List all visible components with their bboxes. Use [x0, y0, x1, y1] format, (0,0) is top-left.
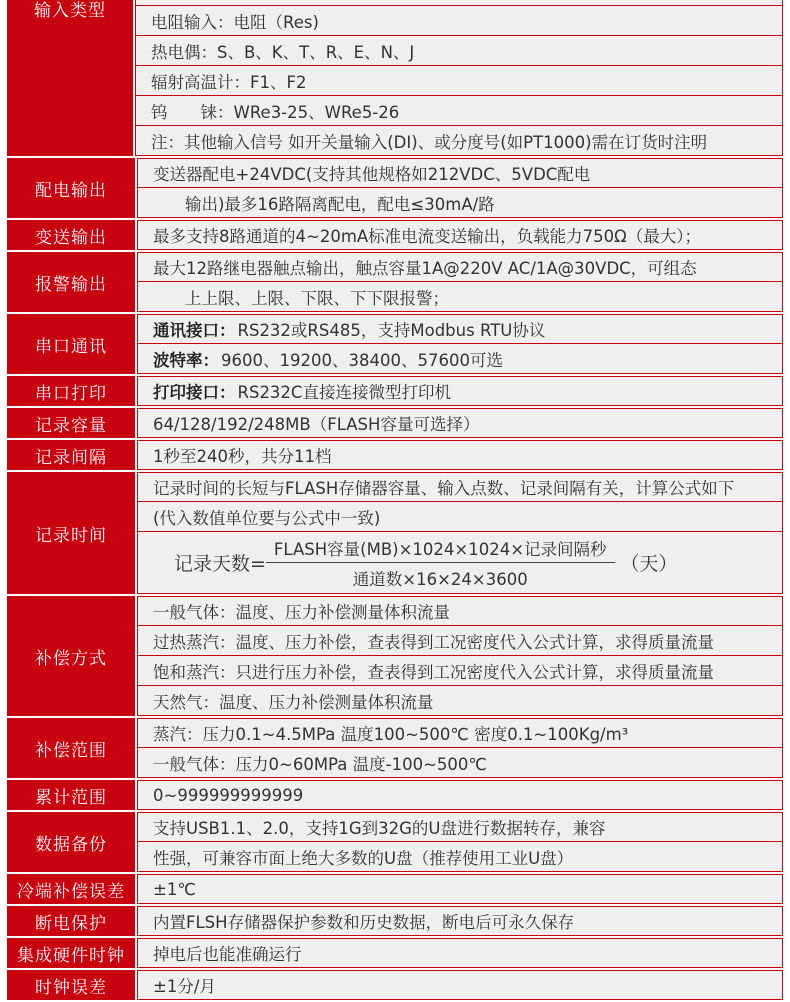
spec-group — [7, 780, 783, 812]
spec-rows — [137, 314, 783, 374]
spec-row — [137, 376, 783, 406]
spec-row — [135, 66, 783, 96]
spec-group — [7, 718, 783, 780]
spec-group — [7, 812, 783, 874]
spec-row — [135, 126, 783, 156]
spec-row-text: 64/128/192/248MB（FLASH容量可选择） — [153, 415, 480, 434]
spec-label: 记录容量 — [7, 408, 137, 438]
spec-row-text: 掉电后也能准确运行 — [153, 945, 302, 964]
spec-row — [135, 6, 783, 36]
spec-row-key: 通讯接口： — [153, 321, 236, 340]
spec-label: 补偿范围 — [7, 718, 137, 778]
spec-row — [137, 812, 783, 842]
spec-row-text: 内置FLSH存储器保护参数和历史数据，断电后可永久保存 — [153, 913, 575, 932]
spec-row — [137, 158, 783, 188]
spec-label: 时钟误差 — [7, 970, 137, 1000]
spec-label: 冷端补偿误差 — [7, 874, 137, 904]
spec-row — [137, 906, 783, 936]
spec-rows — [135, 0, 783, 156]
spec-rows — [137, 874, 783, 904]
spec-row — [137, 252, 783, 282]
spec-label: 集成硬件时钟 — [7, 938, 137, 968]
spec-label: 报警输出 — [7, 252, 137, 312]
spec-rows — [137, 408, 783, 438]
spec-row-text: 最大12路继电器触点输出，触点容量1A@220V AC/1A@30VDC，可组态 — [153, 259, 697, 278]
spec-row-text: 钨 铼：WRe3-25、WRe5-26 — [151, 102, 400, 122]
spec-rows — [137, 970, 783, 1000]
spec-rows — [137, 780, 783, 810]
spec-row — [137, 282, 783, 312]
spec-rows — [137, 220, 783, 250]
spec-label: 补偿方式 — [7, 596, 137, 716]
spec-row-text: 性强，可兼容市面上绝大多数的U盘（推荐使用工业U盘） — [153, 848, 574, 868]
spec-row — [137, 780, 783, 810]
spec-row-text: RS232或RS485，支持Modbus RTU协议 — [237, 321, 546, 340]
formula-denominator: 通道数×16×24×3600 — [352, 569, 528, 589]
spec-rows — [137, 472, 783, 594]
spec-row — [137, 344, 783, 374]
spec-rows — [137, 938, 783, 968]
spec-label: 串口通讯 — [7, 314, 137, 374]
spec-row — [137, 842, 783, 872]
spec-label: 配电输出 — [7, 158, 137, 218]
spec-row-text: 辐射高温计：F1、F2 — [151, 72, 307, 92]
spec-group — [7, 440, 783, 472]
spec-row-text: 输出)最多16路隔离配电，配电≤30mA/路 — [185, 194, 495, 214]
spec-group — [7, 408, 783, 440]
spec-row-text: 热电偶：S、B、K、T、R、E、N、J — [151, 42, 415, 62]
spec-row-text: 过热蒸汽：温度、压力补偿，查表得到工况密度代入公式计算，求得质量流量 — [153, 632, 714, 652]
spec-row-text: 天然气：温度、压力补偿测量体积流量 — [153, 692, 434, 712]
spec-row-text: 上上限、上限、下限、下下限报警； — [185, 288, 449, 308]
spec-group — [7, 376, 783, 408]
formula-numerator: FLASH容量(MB)×1024×1024×记录间隔秒 — [266, 536, 615, 563]
spec-row-text: 一般气体：压力0~60MPa 温度-100~500℃ — [153, 754, 487, 774]
formula-lhs: 记录天数= — [174, 553, 266, 575]
spec-row-text: (代入数值单位要与公式中一致) — [153, 508, 381, 528]
spec-row — [137, 408, 783, 438]
spec-row-key: 打印接口： — [153, 383, 236, 402]
spec-group — [7, 970, 783, 1002]
spec-rows — [137, 158, 783, 218]
spec-row-text: 1秒至240秒，共分11档 — [153, 447, 332, 466]
formula-row — [137, 532, 783, 594]
spec-row — [135, 96, 783, 126]
spec-row-text: 变送器配电+24VDC(支持其他规格如212VDC、5VDC配电 — [153, 165, 591, 184]
spec-row — [137, 188, 783, 218]
spec-row — [137, 686, 783, 716]
spec-label: 断电保护 — [7, 906, 137, 936]
spec-rows — [137, 440, 783, 470]
spec-label: 记录时间 — [7, 472, 137, 594]
spec-label: 记录间隔 — [7, 440, 137, 470]
spec-row-text: 蒸汽：压力0.1~4.5MPa 温度100~500℃ 密度0.1~100Kg/m³ — [153, 725, 629, 744]
spec-table — [7, 0, 783, 1002]
spec-rows — [137, 376, 783, 406]
spec-row-text: 0~999999999999 — [153, 785, 304, 805]
spec-row-text: RS232C直接连接微型打印机 — [237, 383, 451, 402]
spec-row-key: 波特率： — [153, 350, 219, 370]
spec-group — [7, 0, 783, 158]
spec-row — [137, 502, 783, 532]
spec-row-text: 一般气体：温度、压力补偿测量体积流量 — [153, 603, 450, 622]
spec-row — [137, 938, 783, 968]
spec-row-text: 饱和蒸汽：只进行压力补偿，查表得到工况密度代入公式计算，求得质量流量 — [153, 662, 714, 682]
spec-label: 数据备份 — [7, 812, 137, 872]
spec-row — [137, 220, 783, 250]
spec-row — [135, 36, 783, 66]
spec-group — [7, 158, 783, 220]
spec-row — [137, 748, 783, 778]
spec-row — [137, 472, 783, 502]
spec-row-text: ±1分/月 — [153, 977, 216, 996]
spec-group — [7, 874, 783, 906]
spec-rows — [137, 718, 783, 778]
spec-rows — [137, 906, 783, 936]
formula-fraction — [266, 536, 615, 590]
formula-unit: （天） — [620, 553, 678, 575]
spec-rows — [137, 596, 783, 716]
spec-row — [137, 314, 783, 344]
spec-row — [137, 874, 783, 904]
spec-group — [7, 314, 783, 376]
spec-row — [137, 626, 783, 656]
spec-label: 输入类型 — [7, 0, 135, 156]
spec-row-text: 9600、19200、38400、57600可选 — [221, 350, 503, 370]
spec-label: 累计范围 — [7, 780, 137, 810]
spec-row-text: 支持USB1.1、2.0，支持1G到32G的U盘进行数据转存，兼容 — [153, 819, 606, 838]
spec-row-text: ±1℃ — [153, 879, 196, 899]
spec-row — [137, 596, 783, 626]
spec-label: 变送输出 — [7, 220, 137, 250]
spec-row — [137, 970, 783, 1000]
spec-row-text: 记录时间的长短与FLASH存储器容量、输入点数、记录间隔有关，计算公式如下 — [153, 479, 735, 498]
spec-group — [7, 252, 783, 314]
spec-label: 串口打印 — [7, 376, 137, 406]
spec-group — [7, 596, 783, 718]
spec-row — [137, 656, 783, 686]
spec-group — [7, 906, 783, 938]
spec-row-text: 最多支持8路通道的4~20mA标准电流变送输出，负载能力750Ω（最大）； — [153, 227, 702, 246]
spec-group — [7, 220, 783, 252]
spec-rows — [137, 252, 783, 312]
spec-group — [7, 472, 783, 596]
spec-row-text: 电阻输入：电阻（Res) — [151, 12, 319, 32]
spec-row-text: 注：其他输入信号 如开关量输入(DI)、或分度号(如PT1000)需在订货时注明 — [151, 132, 708, 152]
spec-rows — [137, 812, 783, 872]
spec-group — [7, 938, 783, 970]
spec-row — [137, 718, 783, 748]
spec-row — [137, 440, 783, 470]
